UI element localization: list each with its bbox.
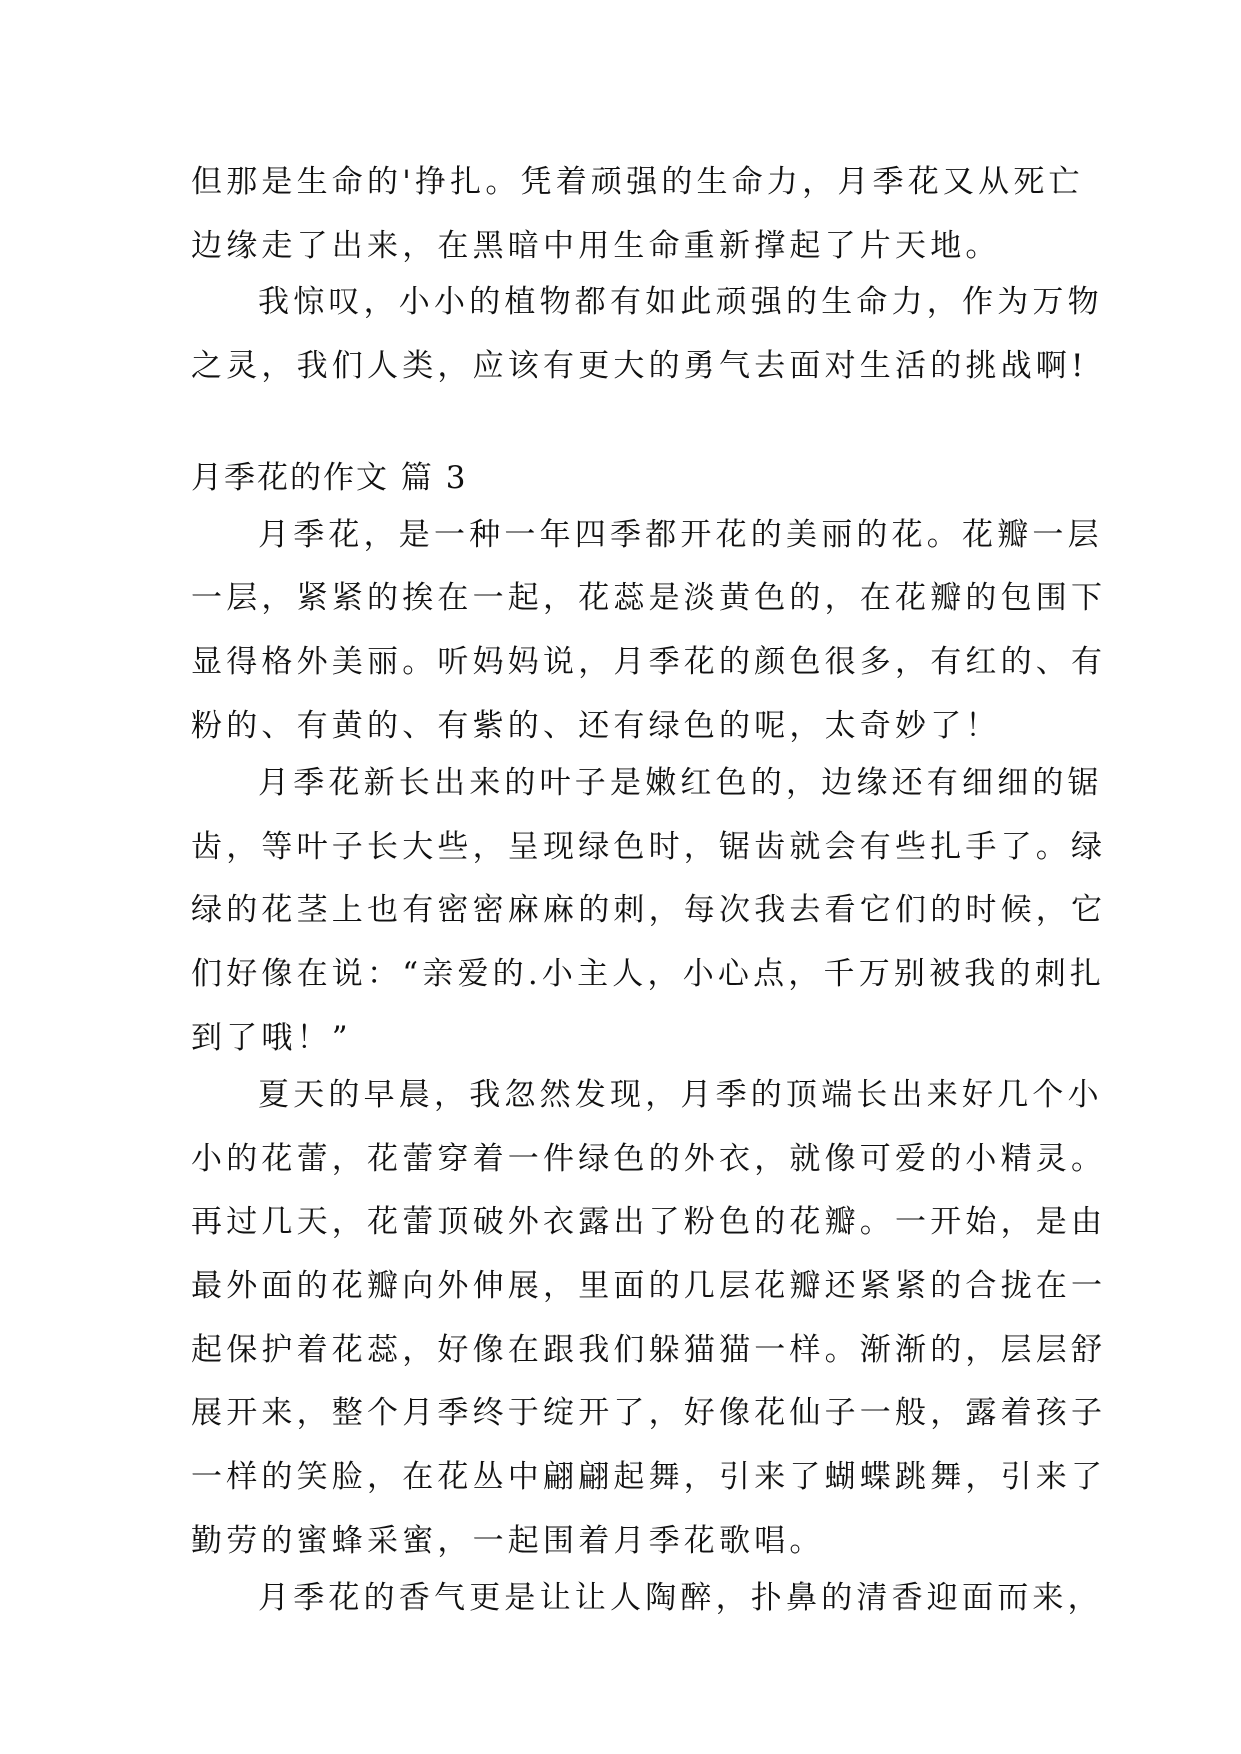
text-line: 最外面的花瓣向外伸展，里面的几层花瓣还紧紧的合拢在一 [191, 1268, 1107, 1304]
text-line: 一样的笑脸，在花丛中翩翩起舞，引来了蝴蝶跳舞，引来了 [191, 1459, 1107, 1495]
paragraph-start-line: 我惊叹，小小的植物都有如此顽强的生命力，作为万物 [258, 284, 1103, 320]
section-heading: 月季花的作文 篇 3 [191, 460, 468, 496]
paragraph-start-line: 夏天的早晨，我忽然发现，月季的顶端长出来好几个小 [258, 1077, 1103, 1113]
text-line: 边缘走了出来，在黑暗中用生命重新撑起了片天地。 [191, 228, 1001, 264]
text-line: 们好像在说：“亲爱的.小主人，小心点，千万别被我的刺扎 [191, 956, 1106, 992]
text-line: 之灵，我们人类，应该有更大的勇气去面对生活的挑战啊! [191, 348, 1088, 384]
paragraph-start-line: 月季花，是一种一年四季都开花的美丽的花。花瓣一层 [258, 517, 1103, 553]
text-line: 起保护着花蕊，好像在跟我们躲猫猫一样。渐渐的，层层舒 [191, 1332, 1107, 1368]
text-line: 到了哦！” [191, 1020, 352, 1056]
text-line: 再过几天，花蕾顶破外衣露出了粉色的花瓣。一开始，是由 [191, 1204, 1107, 1240]
paragraph-start-line: 月季花的香气更是让让人陶醉，扑鼻的清香迎面而来， [258, 1580, 1103, 1616]
text-line: 齿，等叶子长大些，呈现绿色时，锯齿就会有些扎手了。绿 [191, 829, 1107, 865]
text-line: 粉的、有黄的、有紫的、还有绿色的呢，太奇妙了！ [191, 708, 1001, 744]
text-line: 绿的花茎上也有密密麻麻的刺，每次我去看它们的时候，它 [191, 892, 1107, 928]
paragraph-start-line: 月季花新长出来的叶子是嫩红色的，边缘还有细细的锯 [258, 765, 1103, 801]
text-line: 一层，紧紧的挨在一起，花蕊是淡黄色的，在花瓣的包围下 [191, 580, 1107, 616]
text-line: 小的花蕾，花蕾穿着一件绿色的外衣，就像可爱的小精灵。 [191, 1141, 1107, 1177]
text-line: 显得格外美丽。听妈妈说，月季花的颜色很多，有红的、有 [191, 644, 1107, 680]
text-line: 但那是生命的'挣扎。凭着顽强的生命力，月季花又从死亡 [191, 164, 1084, 200]
text-line: 展开来，整个月季终于绽开了，好像花仙子一般，露着孩子 [191, 1395, 1107, 1431]
text-line: 勤劳的蜜蜂采蜜，一起围着月季花歌唱。 [191, 1523, 825, 1559]
